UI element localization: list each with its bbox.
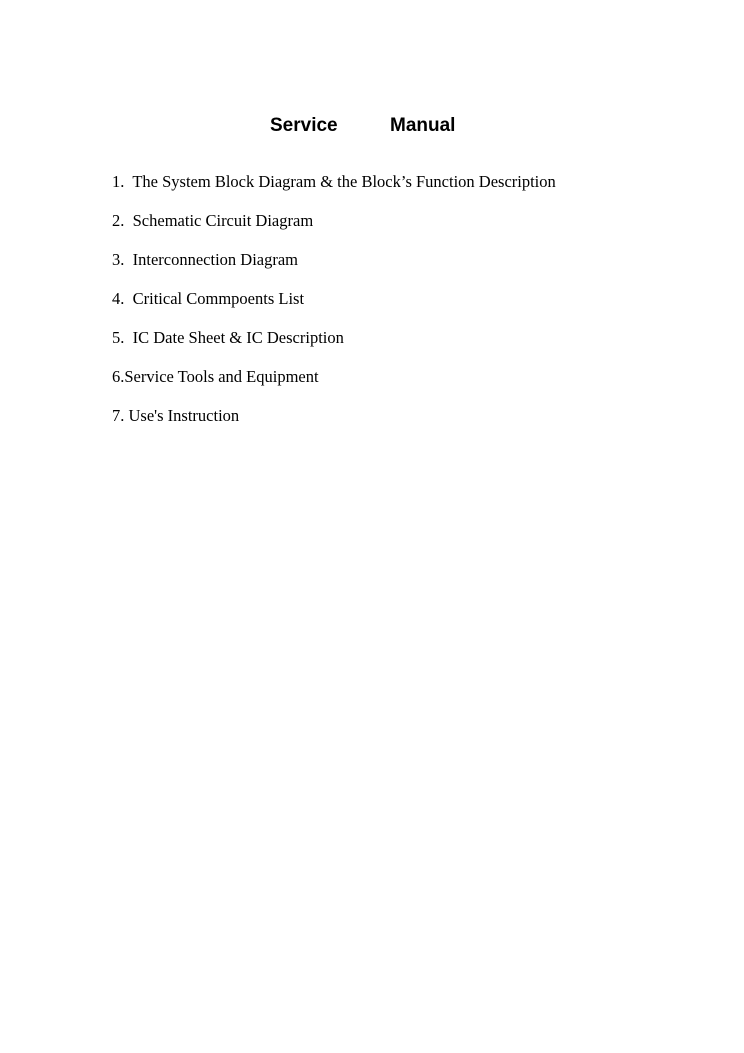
title-word-service: Service <box>270 115 338 136</box>
page-title <box>0 113 744 143</box>
toc-item-5: 5. IC Date Sheet & IC Description <box>112 328 344 347</box>
toc-item-2: 2. Schematic Circuit Diagram <box>112 211 314 230</box>
table-of-contents <box>112 170 712 443</box>
toc-item-7: 7. Use's Instruction <box>112 406 240 425</box>
toc-item-4: 4. Critical Commpoents List <box>112 289 305 308</box>
toc-item-6: 6.Service Tools and Equipment <box>112 367 319 386</box>
title-word-manual: Manual <box>390 115 456 136</box>
toc-item-3: 3. Interconnection Diagram <box>112 250 299 269</box>
toc-item-1: 1. The System Block Diagram & the Block’s Function Description <box>112 172 556 191</box>
